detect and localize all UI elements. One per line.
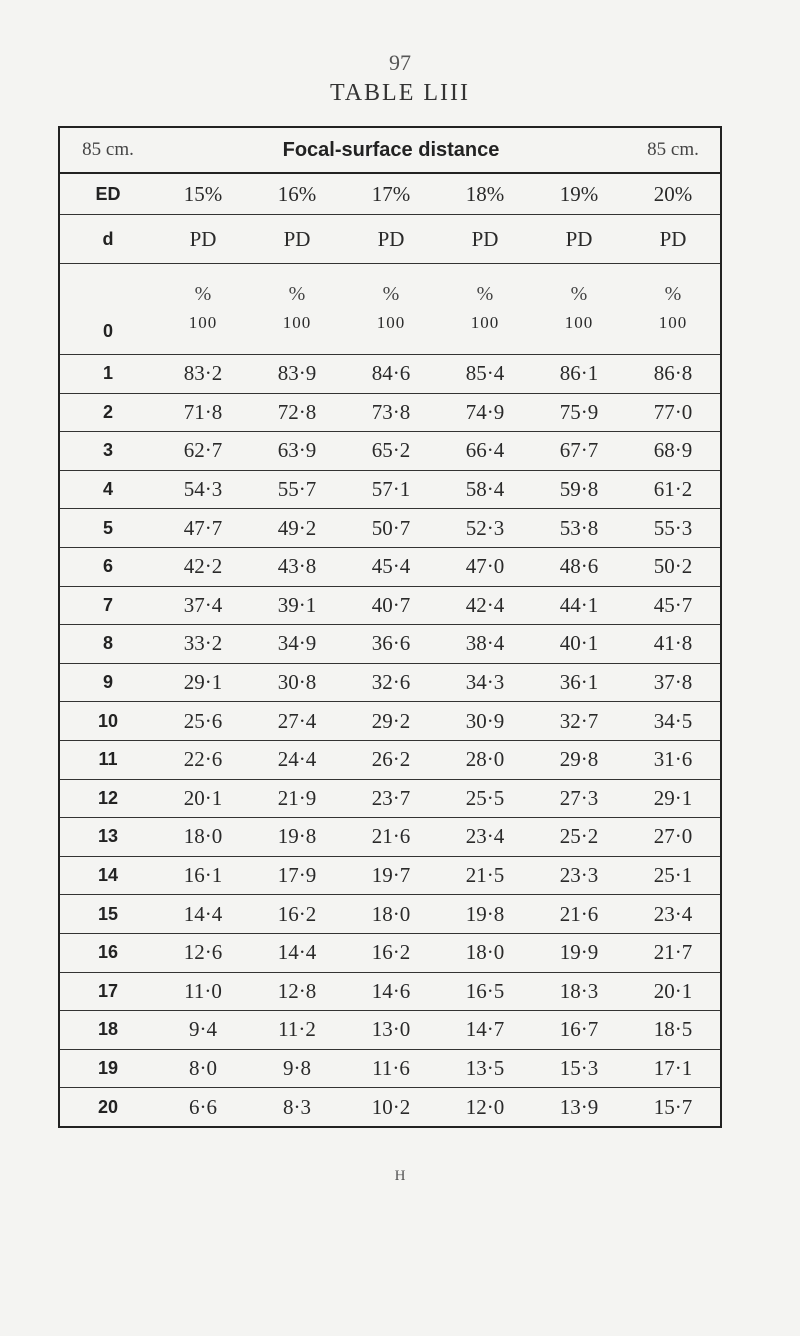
table-cell: 12·6 — [156, 933, 250, 972]
depth-cell: 17 — [60, 972, 156, 1011]
percent-sign: % — [382, 283, 400, 305]
ed-value: 15% — [156, 173, 250, 215]
table-cell: 14·7 — [438, 1011, 532, 1050]
table-cell: 16·7 — [532, 1011, 626, 1050]
table-cell: 11·2 — [250, 1011, 344, 1050]
table-cell: 21·7 — [626, 933, 720, 972]
ed-value: 19% — [532, 173, 626, 215]
table-cell — [156, 264, 250, 355]
depth-cell: 12 — [60, 779, 156, 818]
percent-sign: % — [664, 283, 682, 305]
table-cell: 25·5 — [438, 779, 532, 818]
depth-cell: 10 — [60, 702, 156, 741]
table-row — [60, 1088, 720, 1126]
table-cell — [250, 264, 344, 355]
ed-value: 16% — [250, 173, 344, 215]
table-row — [60, 933, 720, 972]
table-cell: 40·1 — [532, 625, 626, 664]
depth-cell: 13 — [60, 818, 156, 857]
table-cell: 11·0 — [156, 972, 250, 1011]
table-cell: 42·4 — [438, 586, 532, 625]
ed-value: 18% — [438, 173, 532, 215]
table-cell: 54·3 — [156, 470, 250, 509]
table-cell: 23·7 — [344, 779, 438, 818]
table-row — [60, 625, 720, 664]
table-cell: 25·1 — [626, 856, 720, 895]
table-row — [60, 470, 720, 509]
table-cell: 19·8 — [250, 818, 344, 857]
table-cell: 28·0 — [438, 740, 532, 779]
depth-cell: 19 — [60, 1049, 156, 1088]
table-row — [60, 779, 720, 818]
ed-header-row — [60, 173, 720, 215]
pd-label: PD — [626, 215, 720, 264]
table-row — [60, 586, 720, 625]
table-cell: 65·2 — [344, 432, 438, 471]
table-row — [60, 818, 720, 857]
table-cell: 37·8 — [626, 663, 720, 702]
table-cell: 83·2 — [156, 355, 250, 394]
depth-label: d — [60, 215, 156, 264]
table-cell: 20·1 — [626, 972, 720, 1011]
table-cell: 27·0 — [626, 818, 720, 857]
table-cell: 16·2 — [250, 895, 344, 934]
table-cell: 43·8 — [250, 547, 344, 586]
table-cell: 22·6 — [156, 740, 250, 779]
depth-cell: 15 — [60, 895, 156, 934]
table-cell: 13·0 — [344, 1011, 438, 1050]
cell-value: 100 — [470, 313, 500, 332]
table-cell: 58·4 — [438, 470, 532, 509]
table-cell: 36·1 — [532, 663, 626, 702]
depth-cell: 9 — [60, 663, 156, 702]
table-cell: 19·7 — [344, 856, 438, 895]
table-cell: 41·8 — [626, 625, 720, 664]
table-cell: 57·1 — [344, 470, 438, 509]
table-cell: 75·9 — [532, 393, 626, 432]
cell-value: 100 — [282, 313, 312, 332]
table-cell: 21·5 — [438, 856, 532, 895]
left-distance-label: 85 cm. — [60, 128, 156, 173]
table-cell: 6·6 — [189, 1094, 217, 1119]
table-row — [60, 509, 720, 548]
table-cell: 23·3 — [532, 856, 626, 895]
table-cell: 66·4 — [438, 432, 532, 471]
depth-cell: 16 — [60, 933, 156, 972]
table-cell: 11·6 — [344, 1049, 438, 1088]
table-cell: 17·9 — [250, 856, 344, 895]
ed-value: 17% — [344, 173, 438, 215]
depth-cell: 1 — [60, 355, 156, 394]
surface-row — [60, 264, 720, 355]
table-cell: 29·8 — [532, 740, 626, 779]
table-cell: 13·5 — [438, 1049, 532, 1088]
table-row — [60, 972, 720, 1011]
data-table-container — [58, 126, 722, 1128]
table-cell: 30·8 — [250, 663, 344, 702]
depth-dose-table — [60, 128, 720, 1126]
table-cell: 31·6 — [626, 740, 720, 779]
table-cell: 74·9 — [438, 393, 532, 432]
table-row — [60, 856, 720, 895]
table-cell: 32·6 — [344, 663, 438, 702]
table-cell: 14·4 — [250, 933, 344, 972]
table-row — [60, 895, 720, 934]
table-cell: 37·4 — [156, 586, 250, 625]
table-cell: 34·5 — [626, 702, 720, 741]
table-cell: 14·4 — [156, 895, 250, 934]
cell-value: 100 — [188, 313, 218, 332]
table-row — [60, 663, 720, 702]
table-cell: 19·8 — [438, 895, 532, 934]
table-cell: 40·7 — [344, 586, 438, 625]
table-cell: 85·4 — [438, 355, 532, 394]
table-cell: 15·3 — [532, 1049, 626, 1088]
table-cell — [532, 264, 626, 355]
table-cell: 86·8 — [626, 355, 720, 394]
table-cell: 39·1 — [250, 586, 344, 625]
table-cell: 12·8 — [250, 972, 344, 1011]
table-cell — [438, 264, 532, 355]
table-cell: 62·7 — [156, 432, 250, 471]
table-cell: 9·8 — [250, 1049, 344, 1088]
table-cell: 21·6 — [532, 895, 626, 934]
table-cell: 47·7 — [156, 509, 250, 548]
table-cell: 36·6 — [344, 625, 438, 664]
table-cell: 18·3 — [532, 972, 626, 1011]
table-cell: 18·0 — [344, 895, 438, 934]
focal-surface-distance-label: Focal-surface distance — [156, 128, 626, 173]
table-cell: 18·0 — [156, 818, 250, 857]
table-row — [60, 355, 720, 394]
table-cell: 45·4 — [344, 547, 438, 586]
table-cell: 21·6 — [344, 818, 438, 857]
table-cell: 47·0 — [438, 547, 532, 586]
table-cell: 30·9 — [438, 702, 532, 741]
ed-value: 20% — [626, 173, 720, 215]
table-cell: 73·8 — [344, 393, 438, 432]
table-cell: 27·3 — [532, 779, 626, 818]
table-cell: 53·8 — [532, 509, 626, 548]
percent-sign: % — [194, 283, 212, 305]
depth-cell: 5 — [60, 509, 156, 548]
table-cell: 33·2 — [156, 625, 250, 664]
cell-value: 100 — [564, 313, 594, 332]
table-cell: 68·9 — [626, 432, 720, 471]
cell-value: 100 — [376, 313, 406, 332]
table-cell: 63·9 — [250, 432, 344, 471]
depth-cell: 3 — [60, 432, 156, 471]
table-cell: 84·6 — [344, 355, 438, 394]
table-cell: 23·4 — [626, 895, 720, 934]
table-cell: 55·3 — [626, 509, 720, 548]
table-cell: 25·6 — [156, 702, 250, 741]
pd-label: PD — [250, 215, 344, 264]
table-cell: 55·7 — [250, 470, 344, 509]
table-cell: 18·5 — [626, 1011, 720, 1050]
table-cell: 52·3 — [438, 509, 532, 548]
table-cell: 72·8 — [250, 393, 344, 432]
table-cell: 12·0 — [465, 1094, 505, 1119]
table-cell: 86·1 — [532, 355, 626, 394]
table-cell: 16·2 — [344, 933, 438, 972]
table-cell: 16·5 — [438, 972, 532, 1011]
table-cell: 29·1 — [156, 663, 250, 702]
signature-mark: H — [394, 1168, 406, 1184]
depth-cell: 7 — [60, 586, 156, 625]
distance-header-row — [60, 128, 720, 173]
table-row — [60, 432, 720, 471]
pd-label: PD — [156, 215, 250, 264]
table-cell: 50·2 — [626, 547, 720, 586]
table-cell: 16·1 — [156, 856, 250, 895]
table-cell: 34·3 — [438, 663, 532, 702]
table-cell: 25·2 — [532, 818, 626, 857]
table-cell — [344, 264, 438, 355]
table-cell: 13·9 — [559, 1094, 599, 1119]
table-row — [60, 393, 720, 432]
depth-cell: 6 — [60, 547, 156, 586]
cell-value: 100 — [658, 313, 688, 332]
table-cell: 38·4 — [438, 625, 532, 664]
table-row — [60, 1011, 720, 1050]
table-cell: 44·1 — [532, 586, 626, 625]
table-cell: 9·4 — [156, 1011, 250, 1050]
right-distance-label: 85 cm. — [626, 128, 720, 173]
table-cell: 71·8 — [156, 393, 250, 432]
table-cell: 15·7 — [653, 1094, 693, 1119]
table-cell: 8·3 — [283, 1094, 311, 1119]
depth-cell: 0 — [60, 264, 156, 355]
table-cell: 20·1 — [156, 779, 250, 818]
table-cell: 32·7 — [532, 702, 626, 741]
table-row — [60, 547, 720, 586]
percent-sign: % — [570, 283, 588, 305]
table-cell: 24·4 — [250, 740, 344, 779]
table-cell: 34·9 — [250, 625, 344, 664]
pd-label: PD — [344, 215, 438, 264]
table-row — [60, 702, 720, 741]
ed-label: ED — [60, 173, 156, 215]
depth-cell: 8 — [60, 625, 156, 664]
table-cell: 29·1 — [626, 779, 720, 818]
depth-cell: 11 — [60, 740, 156, 779]
depth-cell: 18 — [60, 1011, 156, 1050]
table-cell: 19·9 — [532, 933, 626, 972]
table-cell: 18·0 — [438, 933, 532, 972]
table-cell: 45·7 — [626, 586, 720, 625]
pd-label: PD — [532, 215, 626, 264]
table-cell: 83·9 — [250, 355, 344, 394]
table-row — [60, 1049, 720, 1088]
table-cell: 27·4 — [250, 702, 344, 741]
table-cell: 50·7 — [344, 509, 438, 548]
table-cell — [626, 264, 720, 355]
percent-sign: % — [288, 283, 306, 305]
table-cell: 42·2 — [156, 547, 250, 586]
table-cell: 17·1 — [626, 1049, 720, 1088]
table-cell: 61·2 — [626, 470, 720, 509]
table-cell: 67·7 — [532, 432, 626, 471]
table-row — [60, 740, 720, 779]
table-title: TABLE LIII — [329, 80, 471, 106]
table-cell: 49·2 — [250, 509, 344, 548]
table-cell: 29·2 — [344, 702, 438, 741]
pd-header-row — [60, 215, 720, 264]
table-cell: 21·9 — [250, 779, 344, 818]
depth-cell: 4 — [60, 470, 156, 509]
table-cell: 8·0 — [156, 1049, 250, 1088]
percent-sign: % — [476, 283, 494, 305]
table-cell: 10·2 — [371, 1094, 411, 1119]
depth-cell: 20 — [97, 1096, 119, 1117]
table-cell: 59·8 — [532, 470, 626, 509]
pd-label: PD — [438, 215, 532, 264]
page-number: 97 — [389, 50, 411, 75]
table-cell: 23·4 — [438, 818, 532, 857]
depth-cell: 2 — [60, 393, 156, 432]
table-cell: 26·2 — [344, 740, 438, 779]
table-cell: 77·0 — [626, 393, 720, 432]
table-cell: 14·6 — [344, 972, 438, 1011]
table-cell: 48·6 — [532, 547, 626, 586]
depth-cell: 14 — [60, 856, 156, 895]
